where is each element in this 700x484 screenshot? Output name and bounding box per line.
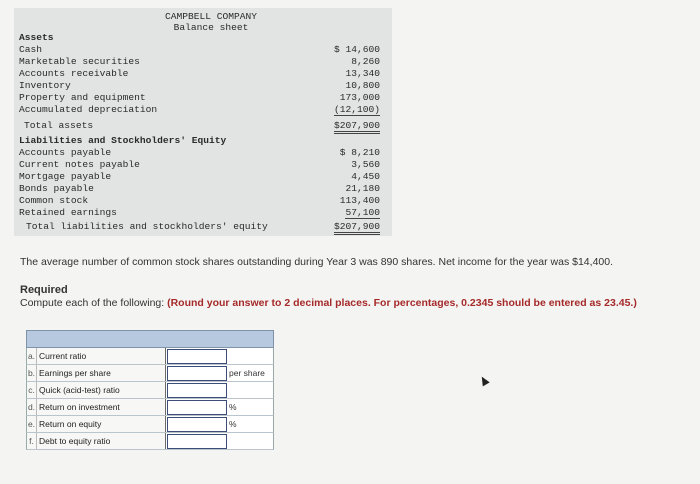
asset-value: (12,100) (333, 104, 380, 115)
total-assets-value: $207,900 (334, 120, 380, 134)
table-row (26, 365, 274, 382)
liability-value: 113,400 (339, 195, 380, 206)
earnings-per-share-input[interactable] (167, 366, 227, 381)
row-label (27, 399, 166, 415)
asset-label: Property and equipment (19, 92, 146, 103)
row-label-text: Earnings per share (39, 368, 111, 378)
liability-value: 3,560 (351, 159, 380, 170)
asset-value: 173,000 (339, 92, 380, 103)
company-name: CAMPBELL COMPANY (164, 11, 258, 22)
asset-value: 10,800 (345, 80, 380, 91)
liability-value: 21,180 (345, 183, 380, 194)
liability-value: 4,450 (351, 171, 380, 182)
asset-label: Inventory (19, 80, 71, 91)
row-label (27, 433, 166, 449)
table-row (26, 382, 274, 399)
row-label-text: Return on investment (39, 402, 120, 412)
row-letter: f. (27, 433, 37, 449)
asset-value: 13,340 (345, 68, 380, 79)
balance-sheet (14, 8, 392, 236)
table-row (26, 348, 274, 365)
liabilities-heading: Liabilities and Stockholders' Equity (19, 135, 227, 146)
asset-label: Accounts receivable (19, 68, 129, 79)
required-instructions (20, 297, 637, 309)
liability-label: Bonds payable (19, 183, 94, 194)
liability-label: Common stock (19, 195, 89, 206)
return-on-equity-input[interactable] (167, 417, 227, 432)
asset-value: 8,260 (351, 56, 380, 67)
liability-value: 57,100 (345, 207, 380, 218)
liability-label: Current notes payable (19, 159, 140, 170)
liability-label: Mortgage payable (19, 171, 112, 182)
row-label (27, 416, 166, 432)
row-letter: a. (27, 348, 37, 364)
liability-label: Accounts payable (19, 147, 112, 158)
total-liabilities-value: $207,900 (334, 221, 380, 235)
asset-label: Marketable securities (19, 56, 140, 67)
total-liabilities-label: Total liabilities and stockholders' equity (26, 221, 268, 232)
table-row (26, 416, 274, 433)
table-row (26, 433, 274, 450)
asset-value: $ 14,600 (333, 44, 380, 55)
row-label (27, 348, 166, 364)
row-letter: e. (27, 416, 37, 432)
asset-label: Cash (19, 44, 43, 55)
balance-sheet-header (146, 11, 276, 33)
current-ratio-input[interactable] (167, 349, 227, 364)
return-on-investment-input[interactable] (167, 400, 227, 415)
liability-value: $ 8,210 (339, 147, 380, 158)
quick-ratio-input[interactable] (167, 383, 227, 398)
row-label-text: Quick (acid-test) ratio (39, 385, 120, 395)
assets-heading: Assets (19, 32, 54, 43)
answer-table (26, 330, 274, 450)
problem-info-text: The average number of common stock shares outstanding during Year 3 was 890 shares. Net income for the year was $14,400. (20, 256, 614, 268)
required-note: (Round your answer to 2 decimal places. For percentages, 0.2345 should be entered as 23.45.) (167, 297, 637, 309)
row-letter: c. (27, 382, 37, 398)
row-letter: b. (27, 365, 37, 381)
row-unit: % (229, 419, 237, 429)
table-row (26, 399, 274, 416)
row-label-text: Debt to equity ratio (39, 436, 111, 446)
answer-table-header (26, 330, 274, 348)
liability-label: Retained earnings (19, 207, 117, 218)
required-text: Compute each of the following: (20, 297, 165, 309)
row-unit: per share (229, 368, 265, 378)
row-letter: d. (27, 399, 37, 415)
statement-title: Balance sheet (173, 22, 249, 33)
mouse-cursor-icon (478, 375, 489, 387)
row-label-text: Current ratio (39, 351, 87, 361)
row-label-text: Return on equity (39, 419, 102, 429)
row-unit: % (229, 402, 237, 412)
row-label (27, 382, 166, 398)
row-label (27, 365, 166, 381)
total-assets-label: Total assets (24, 120, 94, 131)
required-title: Required (20, 284, 68, 296)
debt-to-equity-input[interactable] (167, 434, 227, 449)
asset-label: Accumulated depreciation (19, 104, 158, 115)
